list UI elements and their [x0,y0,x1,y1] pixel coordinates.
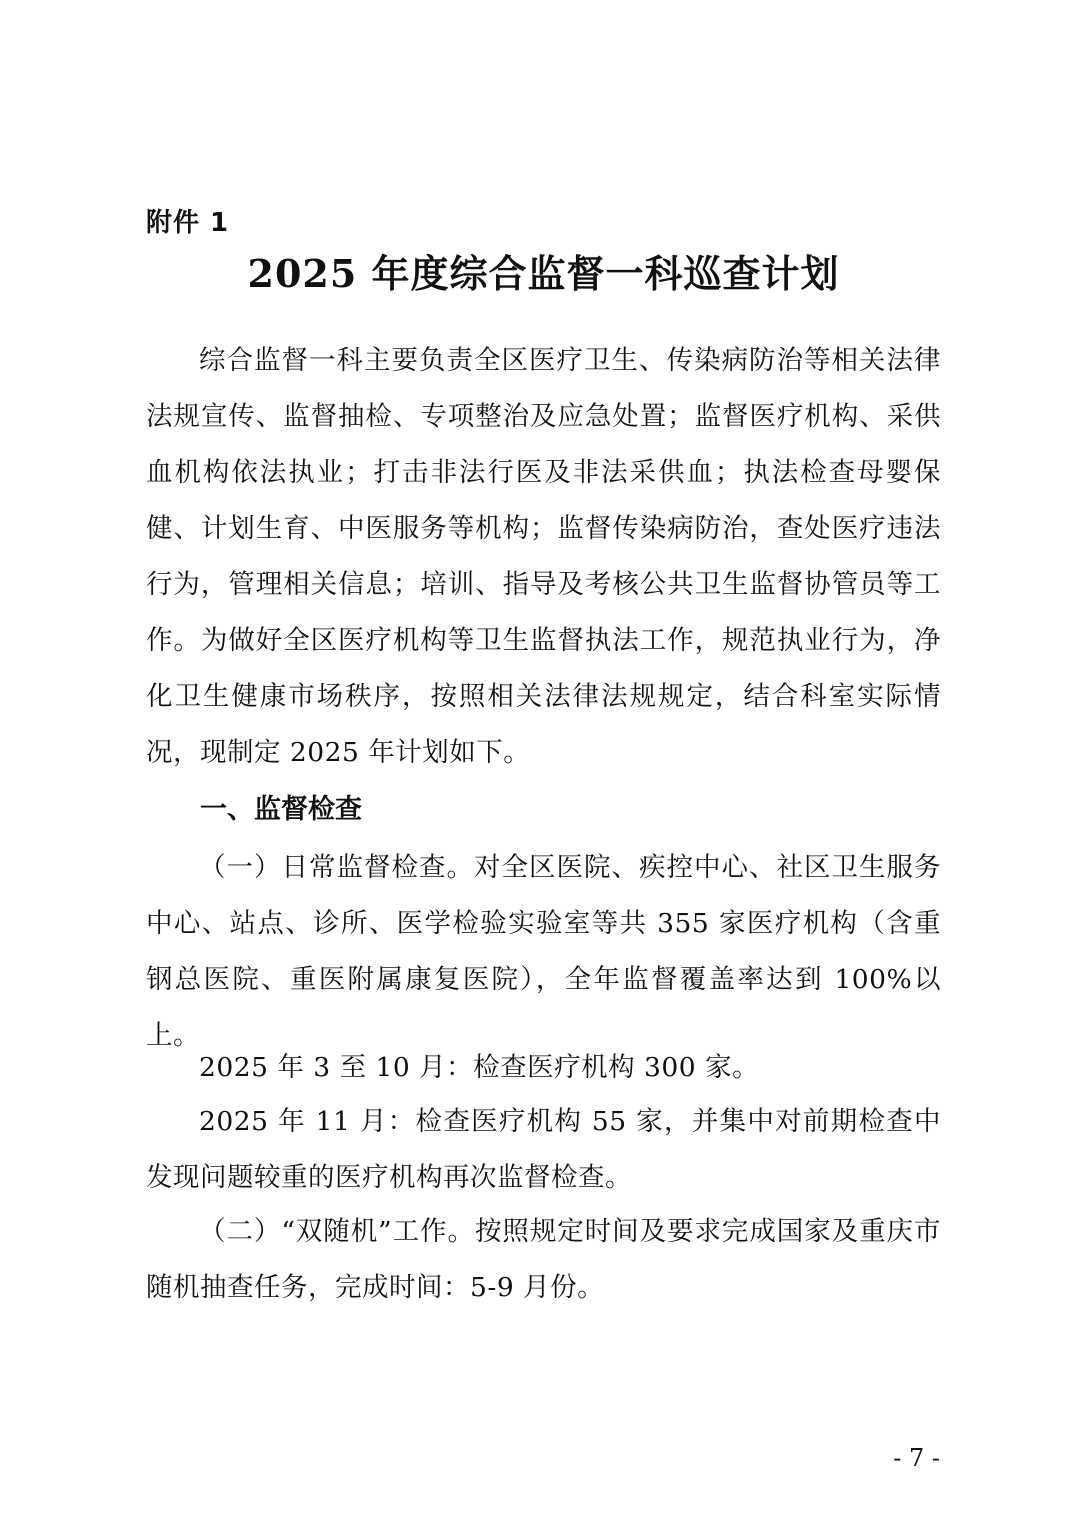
document-title: 2025 年度综合监督一科巡查计划 [247,251,840,296]
schedule-november: 2025 年 11 月：检查医疗机构 55 家，并集中对前期检查中发现问题较重的医疗机构再次监督检查。 [146,1106,941,1193]
schedule-march-october: 2025 年 3 至 10 月：检查医疗机构 300 家。 [199,1052,760,1083]
intro-paragraph: 综合监督一科主要负责全区医疗卫生、传染病防治等相关法律法规宣传、监督抽检、专项整治及应急处置；监督医疗机构、采供血机构依法执业；打击非法行医及非法采供血；执法检查母婴保健、计划生育、中医服务等机构；监督传染病防治，查处医疗违法行为，管理相关信息；培训、指导及考核公共卫生监督协管员等工作。为做好全区医疗机构等卫生监督执法工作，规范执业行为，净化卫生健康市场秩序，按照相关法律法规规定，结合科室实际情况，现制定 2025 年计划如下。 [146,345,941,768]
item-daily-inspection: （一）日常监督检查。对全区医院、疾控中心、社区卫生服务中心、站点、诊所、医学检验实验室等共 355 家医疗机构（含重钢总医院、重医附属康复医院），全年监督覆盖率达到 100%以上。 [146,852,941,1051]
page-number: - 7 - [893,1444,940,1472]
section-heading-supervision: 一、监督检查 [200,794,362,825]
item-double-random: （二）“双随机”工作。按照规定时间及要求完成国家及重庆市随机抽查任务，完成时间：5-9 月份。 [146,1216,941,1303]
attachment-label: 附件 1 [146,208,230,238]
